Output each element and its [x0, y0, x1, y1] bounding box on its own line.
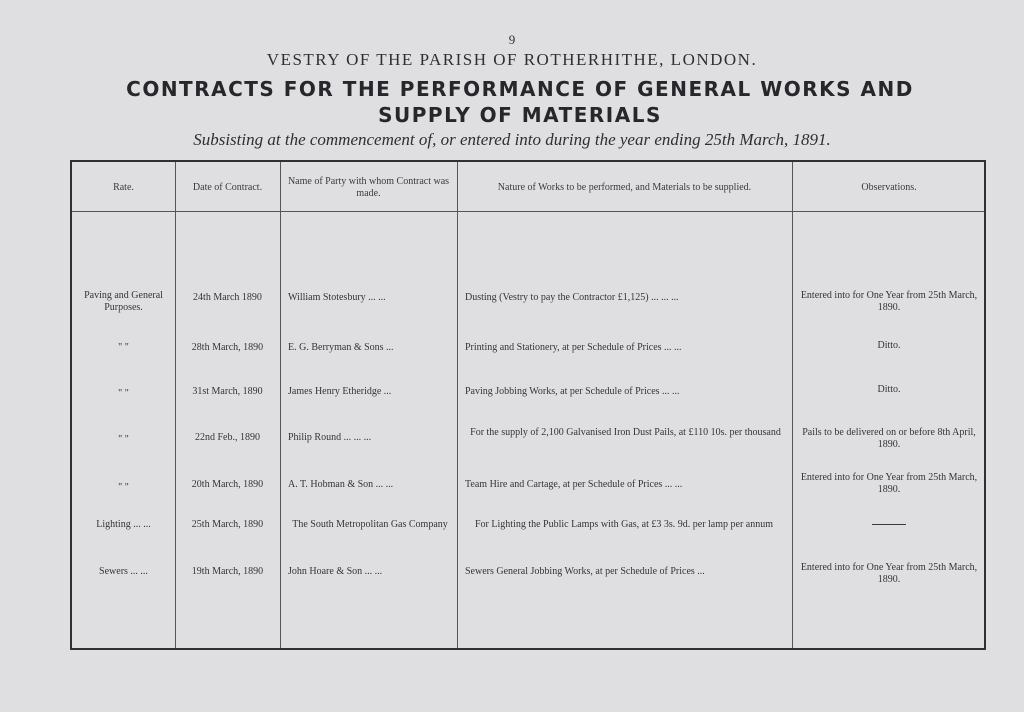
table-row-party: The South Metropolitan Gas Company [292, 519, 448, 530]
table-row-rate: " " [118, 434, 129, 445]
table-row-rate: Paving and General Purposes. [84, 290, 163, 313]
header-observations: Observations. [861, 182, 917, 193]
table-row-date: 25th March, 1890 [191, 519, 264, 530]
dash-rule [872, 524, 906, 525]
table-row-date: 24th March 1890 [193, 292, 262, 303]
table-row-rate: " " [118, 482, 129, 493]
header-date: Date of Contract. [192, 182, 263, 193]
table-row-rate: Sewers ... ... [99, 566, 148, 577]
table-row-rate: " " [118, 342, 129, 353]
table-row-date: 22nd Feb., 1890 [195, 432, 260, 443]
table-row-nature: Paving Jobbing Works, at per Schedule of Prices ... ... [465, 386, 680, 397]
table-row-date: 19th March, 1890 [191, 566, 264, 577]
table-row-party: A. T. Hobman & Son ... ... [288, 479, 394, 490]
table-row-nature: Sewers General Jobbing Works, at per Schedule of Prices ... [465, 566, 705, 577]
table-row-rate: Lighting ... ... [96, 519, 151, 530]
table-row-observations: Ditto. [877, 384, 901, 395]
table-row-nature: Printing and Stationery, at per Schedule of Prices ... ... [465, 342, 682, 353]
table-row-nature: Team Hire and Cartage, at per Schedule of Prices ... ... [465, 479, 683, 490]
contracts-table [70, 160, 986, 650]
table-row-rate: " " [118, 388, 129, 399]
table-row-party: Philip Round ... ... ... [288, 432, 372, 443]
page-number: 9 [508, 32, 516, 47]
page-title: CONTRACTS FOR THE PERFORMANCE OF GENERAL WORKS AND SUPPLY OF MATERIALS [126, 77, 914, 127]
table-row-party: E. G. Berryman & Sons ... [288, 342, 394, 353]
table-row-nature: For the supply of 2,100 Galvanised Iron Dust Pails, at £110 10s. per thousand [470, 427, 781, 438]
table-row-observations: Entered into for One Year from 25th March, 1890. [800, 472, 978, 495]
table-row-observations: Ditto. [877, 340, 901, 351]
table-row-observations-dash [792, 519, 986, 531]
header-divider [72, 211, 984, 212]
table-row-party: John Hoare & Son ... ... [288, 566, 383, 577]
table-row-date: 20th March, 1890 [191, 479, 264, 490]
vestry-heading: VESTRY OF THE PARISH OF ROTHERHITHE, LONDON. [266, 50, 758, 69]
table-row-observations: Entered into for One Year from 25th March, 1890. [800, 562, 978, 585]
header-rate: Rate. [113, 182, 134, 193]
header-party: Name of Party with whom Contract was made. [287, 176, 450, 199]
header-nature: Nature of Works to be performed, and Materials to be supplied. [497, 182, 752, 193]
table-row-party: William Stotesbury ... ... [288, 292, 386, 303]
table-row-date: 28th March, 1890 [191, 342, 264, 353]
table-row-observations: Entered into for One Year from 25th March, 1890. [800, 290, 978, 313]
table-row-date: 31st March, 1890 [192, 386, 263, 397]
table-row-observations: Pails to be delivered on or before 8th April, 1890. [802, 427, 976, 450]
table-row-nature: For Lighting the Public Lamps with Gas, at £3 3s. 9d. per lamp per annum [475, 519, 774, 530]
table-row-party: James Henry Etheridge ... [288, 386, 392, 397]
subtitle: Subsisting at the commencement of, or entered into during the year ending 25th March, 1891. [193, 130, 831, 149]
table-row-nature: Dusting (Vestry to pay the Contractor £1,125) ... ... ... [465, 292, 679, 303]
